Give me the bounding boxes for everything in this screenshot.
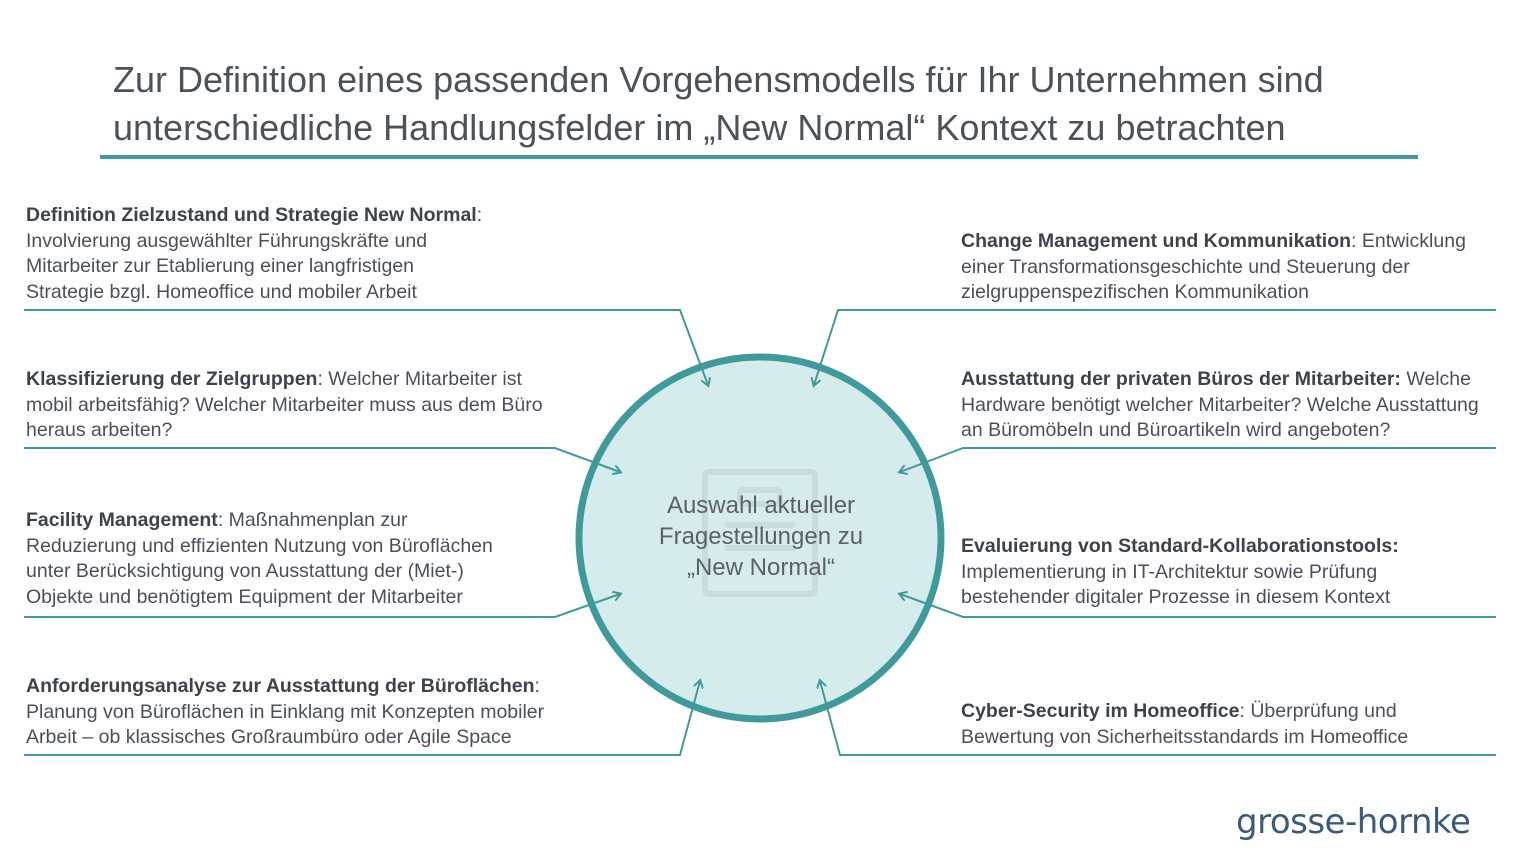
field-heading: Cyber-Security im Homeoffice xyxy=(961,700,1240,722)
field-separator: : xyxy=(534,675,540,697)
field-heading: Facility Management xyxy=(26,509,218,531)
field-ausstattung-private-bueros xyxy=(961,367,1531,444)
field-separator: : xyxy=(1351,230,1357,252)
field-separator: : xyxy=(317,368,323,390)
field-body: Welcher Mitarbeiter ist mobil arbeitsfähig? Welcher Mitarbeiter muss aus dem Büro heraus arbeiten? xyxy=(26,368,543,441)
field-body: Entwicklung einer Transformationsgeschichte und Steuerung der zielgruppenspezifischen Kommunikation xyxy=(961,230,1466,303)
field-separator: : xyxy=(476,204,483,226)
title-line-2: unterschiedliche Handlungsfelder im „New Normal“ Kontext zu betrachten xyxy=(113,107,1286,148)
field-heading: Klassifizierung der Zielgruppen xyxy=(26,368,318,390)
field-cyber-security xyxy=(961,699,1531,750)
field-kollaborationstools xyxy=(961,534,1531,611)
field-body: Maßnahmenplan zur Reduzierung und effizienten Nutzung von Büroflächen unter Berücksichtigung von Ausstattung der (Miet-) Objekte und benötigtem Equipment der Mitarbeiter xyxy=(26,509,493,608)
field-heading: Definition Zielzustand und Strategie New Normal xyxy=(26,204,477,226)
field-body: Planung von Büroflächen in Einklang mit Konzepten mobiler Arbeit – ob klassisches Großraumbüro oder Agile Space xyxy=(26,700,545,748)
field-heading: Anforderungsanalyse zur Ausstattung der Büroflächen xyxy=(26,675,535,697)
field-separator: : xyxy=(217,509,224,531)
field-change-management xyxy=(961,229,1531,306)
connector-right-2 xyxy=(900,448,1496,472)
field-klassifizierung-zielgruppen xyxy=(26,367,626,444)
field-body: Implementierung in IT-Architektur sowie Prüfung bestehender digitaler Prozesse in diesem Kontext xyxy=(961,560,1391,608)
brand-logo: grosse-hornke xyxy=(1236,802,1471,842)
field-facility-management xyxy=(26,508,626,610)
field-heading: Ausstattung der privaten Büros der Mitarbeiter: xyxy=(961,368,1401,390)
field-heading: Evaluierung von Standard-Kollaborationstools: xyxy=(961,535,1399,557)
field-body: Überprüfung und Bewertung von Sicherheitsstandards im Homeoffice xyxy=(961,700,1409,748)
title-line-1: Zur Definition eines passenden Vorgehensmodells für Ihr Unternehmen sind xyxy=(113,59,1324,100)
field-anforderungsanalyse xyxy=(26,674,626,751)
connector-left-2 xyxy=(24,448,620,472)
field-body: Involvierung ausgewählter Führungskräfte und Mitarbeiter zur Etablierung einer langfristigen Strategie bzgl. Homeoffice und mobiler Arbeit xyxy=(26,229,428,303)
field-definition-zielzustand xyxy=(26,203,626,305)
field-separator: : xyxy=(1239,700,1245,722)
field-body: Welche Hardware benötigt welcher Mitarbeiter? Welche Ausstattung an Büromöbeln und Büroartikeln wird angeboten? xyxy=(961,368,1479,441)
center-label: Auswahl aktueller Fragestellungen zu „New Normal“ xyxy=(658,492,864,581)
field-heading: Change Management und Kommunikation xyxy=(961,230,1352,252)
